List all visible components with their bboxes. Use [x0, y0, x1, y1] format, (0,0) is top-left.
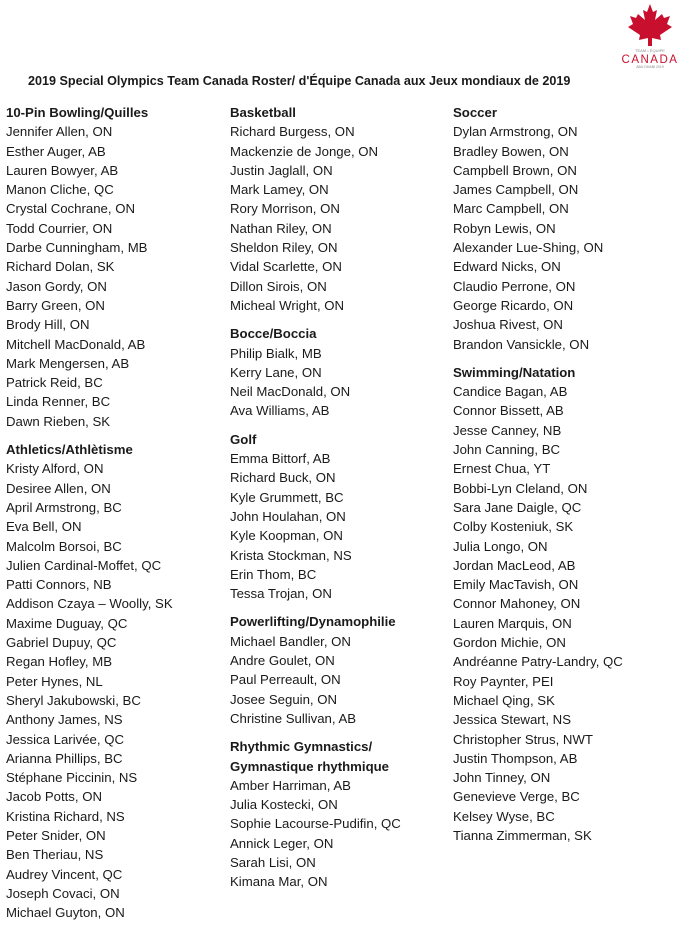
athlete-name: Jordan MacLeod, AB — [453, 557, 576, 573]
athlete-name: Kimana Mar, ON — [230, 874, 328, 890]
athlete-name: Richard Dolan, SK — [6, 259, 115, 275]
athlete-name: Michael Qing, SK — [453, 692, 555, 708]
athlete-name: James Campbell, ON — [453, 182, 579, 198]
athlete-name: Lauren Marquis, ON — [453, 615, 572, 631]
athlete-name: Mark Lamey, ON — [230, 182, 329, 198]
athlete-name: Peter Snider, ON — [6, 827, 106, 843]
athlete-name: Michael Guyton, ON — [6, 905, 125, 921]
athlete-list — [6, 122, 226, 431]
athlete-name: Crystal Cochrane, ON — [6, 201, 135, 217]
athlete-name: Jessica Stewart, NS — [453, 712, 571, 728]
athlete-list — [230, 776, 450, 892]
athlete-name: Emma Bittorf, AB — [230, 451, 331, 467]
sport-heading: 10-Pin Bowling/Quilles — [6, 105, 149, 120]
athlete-name: Jason Gordy, ON — [6, 278, 107, 294]
athlete-name: Micheal Wright, ON — [230, 297, 345, 313]
athlete-name: Bradley Bowen, ON — [453, 143, 569, 159]
athlete-name: Claudio Perrone, ON — [453, 278, 576, 294]
athlete-name: Dylan Armstrong, ON — [453, 124, 578, 140]
athlete-name: Stéphane Piccinin, NS — [6, 770, 138, 786]
athlete-name: April Armstrong, BC — [6, 499, 122, 515]
athlete-list — [230, 344, 450, 421]
athlete-list — [230, 122, 450, 315]
sport-heading-line-2: Gymnastique rhythmique — [230, 758, 390, 774]
athlete-name: Jacob Potts, ON — [6, 789, 103, 805]
sport-heading: Soccer — [453, 105, 497, 120]
sport-section-bocce — [230, 324, 450, 420]
athlete-name: Todd Courrier, ON — [6, 220, 113, 236]
roster-column-1 — [6, 103, 226, 931]
team-canada-logo — [612, 2, 688, 70]
athlete-name: John Canning, BC — [453, 442, 561, 458]
sport-section-athletics — [6, 440, 226, 922]
athlete-name: Tessa Trojan, ON — [230, 586, 332, 602]
athlete-name: Julia Kostecki, ON — [230, 797, 338, 813]
athlete-name: Michael Bandler, ON — [230, 633, 351, 649]
athlete-name: Brody Hill, ON — [6, 317, 90, 333]
logo-main-text: CANADA — [621, 54, 679, 66]
athlete-name: Nathan Riley, ON — [230, 220, 332, 236]
athlete-name: Campbell Brown, ON — [453, 162, 577, 178]
athlete-name: Esther Auger, AB — [6, 143, 106, 159]
athlete-name: John Houlahan, ON — [230, 508, 346, 524]
athlete-name: Maxime Duguay, QC — [6, 615, 128, 631]
athlete-list — [230, 449, 450, 603]
athlete-name: Malcolm Borsoi, BC — [6, 538, 122, 554]
sport-section-powerlifting — [230, 612, 450, 728]
sport-heading: Basketball — [230, 105, 296, 120]
athlete-name: George Ricardo, ON — [453, 297, 574, 313]
athlete-name: Regan Hofley, MB — [6, 654, 113, 670]
athlete-name: Connor Bissett, AB — [453, 403, 564, 419]
sport-section-golf — [230, 430, 450, 604]
athlete-name: Joseph Covaci, ON — [6, 885, 120, 901]
athlete-name: Rory Morrison, ON — [230, 201, 340, 217]
athlete-name: Vidal Scarlette, ON — [230, 259, 342, 275]
athlete-name: Gordon Michie, ON — [453, 635, 566, 651]
athlete-name: Annick Leger, ON — [230, 835, 334, 851]
athlete-name: Richard Burgess, ON — [230, 124, 355, 140]
athlete-name: Peter Hynes, NL — [6, 673, 103, 689]
athlete-name: Josee Seguin, ON — [230, 691, 338, 707]
sport-section-soccer — [453, 103, 673, 354]
athlete-name: Paul Perreault, ON — [230, 672, 341, 688]
athlete-name: Lauren Bowyer, AB — [6, 162, 119, 178]
sport-heading: Rhythmic Gymnastics/ — [230, 739, 373, 755]
athlete-name: Sophie Lacourse-Pudifin, QC — [230, 816, 401, 832]
athlete-name: Alexander Lue-Shing, ON — [453, 240, 604, 256]
athlete-name: Mackenzie de Jonge, ON — [230, 143, 379, 159]
athlete-name: Colby Kosteniuk, SK — [453, 519, 574, 535]
athlete-name: Dawn Rieben, SK — [6, 413, 111, 429]
athlete-name: Bobbi-Lyn Cleland, ON — [453, 480, 588, 496]
athlete-name: Brandon Vansickle, ON — [453, 336, 590, 352]
athlete-name: Neil MacDonald, ON — [230, 384, 351, 400]
athlete-name: Andréanne Patry-Landry, QC — [453, 654, 623, 670]
athlete-name: Manon Cliche, QC — [6, 182, 114, 198]
athlete-name: Kristy Alford, ON — [6, 461, 104, 477]
athlete-name: Mitchell MacDonald, AB — [6, 336, 146, 352]
athlete-name: Justin Jaglall, ON — [230, 162, 333, 178]
athlete-name: Sheryl Jakubowski, BC — [6, 692, 141, 708]
athlete-name: Marc Campbell, ON — [453, 201, 569, 217]
sport-section-basketball — [230, 103, 450, 315]
athlete-name: Julien Cardinal-Moffet, QC — [6, 557, 162, 573]
athlete-name: Justin Thompson, AB — [453, 750, 578, 766]
athlete-name: Kerry Lane, ON — [230, 364, 322, 380]
sport-heading: Powerlifting/Dynamophilie — [230, 614, 396, 630]
athlete-name: Philip Bialk, MB — [230, 345, 322, 361]
athlete-name: Desiree Allen, ON — [6, 480, 111, 496]
roster-column-3 — [453, 103, 673, 854]
sport-heading: Swimming/Natation — [453, 364, 576, 380]
sport-section-swimming — [453, 363, 673, 845]
athlete-name: Eva Bell, ON — [6, 519, 82, 535]
logo-sub-text: ABU DHABI 2019 — [636, 65, 664, 69]
athlete-name: Ernest Chua, YT — [453, 461, 551, 477]
athlete-name: Candice Bagan, AB — [453, 384, 568, 400]
athlete-list — [6, 459, 226, 922]
athlete-name: Darbe Cunningham, MB — [6, 240, 148, 256]
athlete-list — [230, 632, 450, 728]
roster-column-2 — [230, 103, 450, 901]
athlete-name: Richard Buck, ON — [230, 470, 336, 486]
logo-top-text: TEAM • ÉQUIPE — [635, 48, 665, 53]
page-title: 2019 Special Olympics Team Canada Roster/ d'Équipe Canada aux Jeux mondiaux de 2019 — [28, 74, 571, 88]
athlete-name: Christopher Strus, NWT — [453, 731, 593, 747]
athlete-name: Audrey Vincent, QC — [6, 866, 123, 882]
athlete-name: Kyle Grummett, BC — [230, 489, 344, 505]
athlete-name: Patti Connors, NB — [6, 577, 112, 593]
athlete-name: Kristina Richard, NS — [6, 808, 125, 824]
athlete-name: Arianna Phillips, BC — [6, 750, 123, 766]
athlete-name: Krista Stockman, NS — [230, 547, 352, 563]
athlete-name: Joshua Rivest, ON — [453, 317, 563, 333]
athlete-name: Connor Mahoney, ON — [453, 596, 581, 612]
athlete-name: Linda Renner, BC — [6, 394, 111, 410]
athlete-name: Julia Longo, ON — [453, 538, 548, 554]
sport-heading: Bocce/Boccia — [230, 326, 317, 342]
athlete-name: Sheldon Riley, ON — [230, 240, 338, 256]
athlete-name: Roy Paynter, PEI — [453, 673, 554, 689]
athlete-name: Mark Mengersen, AB — [6, 355, 130, 371]
athlete-name: Tianna Zimmerman, SK — [453, 827, 592, 843]
athlete-name: Erin Thom, BC — [230, 566, 317, 582]
sport-heading: Athletics/Athlètisme — [6, 442, 133, 458]
athlete-name: Sarah Lisi, ON — [230, 854, 316, 870]
athlete-name: Emily MacTavish, ON — [453, 577, 579, 593]
athlete-name: Patrick Reid, BC — [6, 375, 103, 391]
athlete-name: Barry Green, ON — [6, 297, 105, 313]
athlete-name: Jesse Canney, NB — [453, 422, 562, 438]
athlete-name: Gabriel Dupuy, QC — [6, 635, 117, 651]
athlete-name: Jennifer Allen, ON — [6, 124, 113, 140]
athlete-name: Addison Czaya – Woolly, SK — [6, 596, 173, 612]
athlete-name: Anthony James, NS — [6, 712, 123, 728]
sport-section-bowling — [6, 103, 226, 431]
maple-leaf-icon — [612, 2, 688, 70]
athlete-name: Edward Nicks, ON — [453, 259, 561, 275]
athlete-name: Robyn Lewis, ON — [453, 220, 556, 236]
sport-section-rhythmic-gymnastics — [230, 737, 450, 891]
athlete-list — [453, 122, 673, 354]
athlete-name: Ava Williams, AB — [230, 403, 330, 419]
athlete-name: Christine Sullivan, AB — [230, 710, 357, 726]
athlete-name: Amber Harriman, AB — [230, 777, 351, 793]
athlete-name: Ben Theriau, NS — [6, 847, 104, 863]
athlete-list — [453, 382, 673, 845]
athlete-name: Genevieve Verge, BC — [453, 789, 580, 805]
athlete-name: Kelsey Wyse, BC — [453, 808, 555, 824]
maple-leaf-shape — [628, 4, 672, 46]
athlete-name: Kyle Koopman, ON — [230, 528, 343, 544]
athlete-name: Andre Goulet, ON — [230, 653, 335, 669]
athlete-name: Dillon Sirois, ON — [230, 278, 327, 294]
athlete-name: Jessica Larivée, QC — [6, 731, 124, 747]
athlete-name: John Tinney, ON — [453, 770, 551, 786]
sport-heading: Golf — [230, 431, 257, 447]
athlete-name: Sara Jane Daigle, QC — [453, 499, 582, 515]
